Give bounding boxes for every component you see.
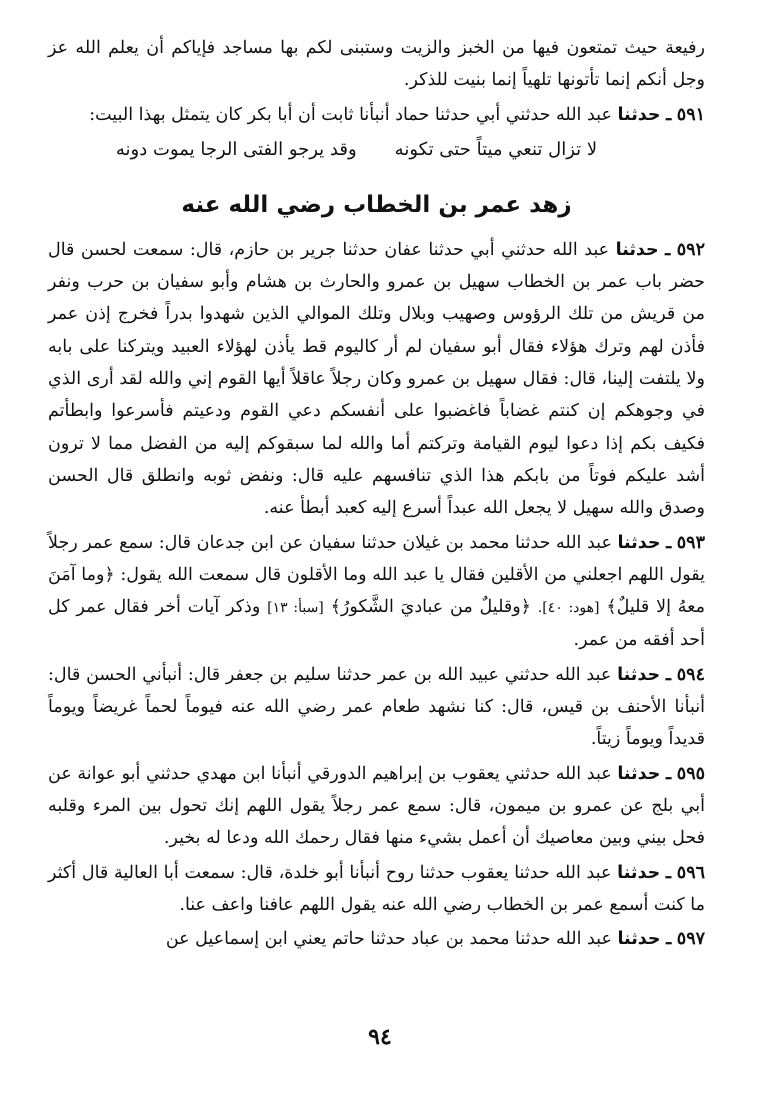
hadith-text: عبد الله حدثنا محمد بن عباد حدثنا حاتم يعني ابن إسماعيل عن	[165, 929, 612, 950]
quran-reference: [هود: ٤٠].	[537, 600, 600, 617]
hadith-text: عبد الله حدثنا يعقوب حدثنا روح أنبأنا أبو خلدة، قال: سمعت أبا العالية قال أكثر ما كنت أسمع عمر بن الخطاب رضي الله عنه يقول اللهم عافنا واعف عنا.	[48, 862, 705, 915]
dash: ـ	[666, 763, 672, 784]
hadith-number: ٥٩١	[676, 104, 705, 125]
hadith-593	[48, 527, 705, 657]
paragraph-text: رفيعة حيث تمتعون فيها من الخبز والزيت وستبنى لكم بها مساجد فإياكم أن يعلم الله عز وجل أنكم إنما تأتونها تلهياً إنما بنيت للذكر.	[48, 38, 705, 91]
narration-keyword: حدثنا	[617, 532, 661, 553]
narration-keyword: حدثنا	[617, 104, 661, 125]
dash: ـ	[665, 664, 671, 685]
hadith-text: عبد الله حدثني يعقوب بن إبراهيم الدورقي أنبأنا ابن مهدي حدثني أبو عوانة عن أبي بلج عن عمرو بن ميمون، قال: سمع عمر رجلاً يقول اللهم إنك تحول بين المرء وقلبه فحل بيني وبين معاصيك أن أعمل بشيء منها فقال رحمك الله ودعا له بخير.	[48, 763, 705, 849]
hadith-number: ٥٩٦	[676, 862, 705, 883]
narration-keyword: حدثنا	[615, 239, 659, 260]
narration-keyword: حدثنا	[617, 929, 661, 950]
section-heading: زهد عمر بن الخطاب رضي الله عنه	[181, 191, 572, 218]
verse-second-hemistich: وقد يرجو الفتى الرجا يموت دونه	[115, 138, 357, 160]
quran-quote: ﴿وقليلٌ من عباديَ الشَّكورُ﴾	[330, 597, 531, 618]
hadith-number: ٥٩٧	[676, 929, 705, 950]
hadith-text: وذكر آيات أخر فقال عمر كل أحد أفقه من عمر.	[48, 597, 705, 651]
narration-keyword: حدثنا	[617, 664, 661, 685]
hadith-592	[48, 234, 705, 525]
hadith-text: عبد الله حدثني أبي حدثنا عفان حدثنا جرير بن حازم، قال: سمعت لحسن قال حضر باب عمر بن الخطاب سهيل بن عمرو والحارث بن هشام وأبو سفيان بن حرب ونفر من قريش من تلك الرؤوس وصهيب وبلال وتلك الموالي الذين شهدوا بدراً فخرج إذن عمر فأذن لهم وترك هؤلاء فقال أبو سفيان لم أر كاليوم قط يأذن لهؤلاء العبيد ويتركنا على بابه ولا يلتفت إلينا، قال: فقال سهيل بن عمرو وكان رجلاً عاقلاً أيها القوم إني والله لقد أرى الذي في وجوهكم إن كنتم غضاباً فاغضبوا على أنفسكم دعي القوم ودعيتم فأسرعوا وابطأتم فكيف بكم إذا دعوا ليوم القيامة وتركتم أما والله لما سبقوكم إليه من الفضل مما لا ترون أشد عليكم فوتاً من بابكم هذا الذي تنافسهم عليه قال: ونفض ثوبه وانطلق قال الحسن وصدق والله سهيل لا يجعل الله عبداً أسرع إليه كعبد أبطأ عنه.	[48, 239, 705, 519]
paragraph-continuation	[48, 32, 705, 97]
poetry-verse	[48, 133, 705, 167]
dash: ـ	[666, 929, 672, 950]
hadith-595	[48, 758, 705, 855]
narration-keyword: حدثنا	[617, 763, 661, 784]
hadith-text: عبد الله حدثني أبي حدثنا حماد أنبأنا ثابت أن أبا بكر كان يتمثل بهذا البيت:	[89, 104, 612, 125]
quran-reference: [سبأ: ١٣]	[267, 600, 324, 617]
hadith-text: عبد الله حدثنا محمد بن غيلان حدثنا سفيان عن ابن جدعان قال: سمع عمر رجلاً يقول اللهم اجعلني من الأقلين فقال يا عبد الله وما الأقلون قال سمعت الله يقول:	[48, 532, 705, 585]
hadith-number: ٥٩٤	[676, 664, 705, 685]
hadith-number: ٥٩٣	[676, 532, 705, 553]
hadith-597	[48, 923, 705, 955]
narration-keyword: حدثنا	[617, 862, 661, 883]
hadith-text: عبد الله حدثني عبيد الله بن عمر حدثنا سليم بن جعفر قال: أنبأني الحسن قال: أنبأنا الأحنف بن قيس، قال: كنا نشهد طعام عمر رضي الله عنه فيوماً لحماً غريضاً ويوماً قديداً ويوماً زيتاً.	[48, 664, 705, 750]
verse-first-hemistich: لا تزال تنعي ميتاً حتى تكونه	[394, 138, 598, 160]
quran-quote: ﴿وما آمَنَ معهُ إلا قليلٌ﴾	[48, 564, 705, 618]
dash: ـ	[666, 532, 672, 553]
hadith-596	[48, 857, 705, 922]
dash: ـ	[665, 862, 672, 883]
dash: ـ	[666, 104, 672, 125]
hadith-594	[48, 659, 705, 756]
dash: ـ	[665, 239, 671, 260]
page-number: ٩٤	[368, 1024, 392, 1050]
hadith-591	[48, 99, 705, 131]
hadith-number: ٥٩٥	[676, 763, 705, 784]
hadith-number: ٥٩٢	[676, 239, 705, 260]
